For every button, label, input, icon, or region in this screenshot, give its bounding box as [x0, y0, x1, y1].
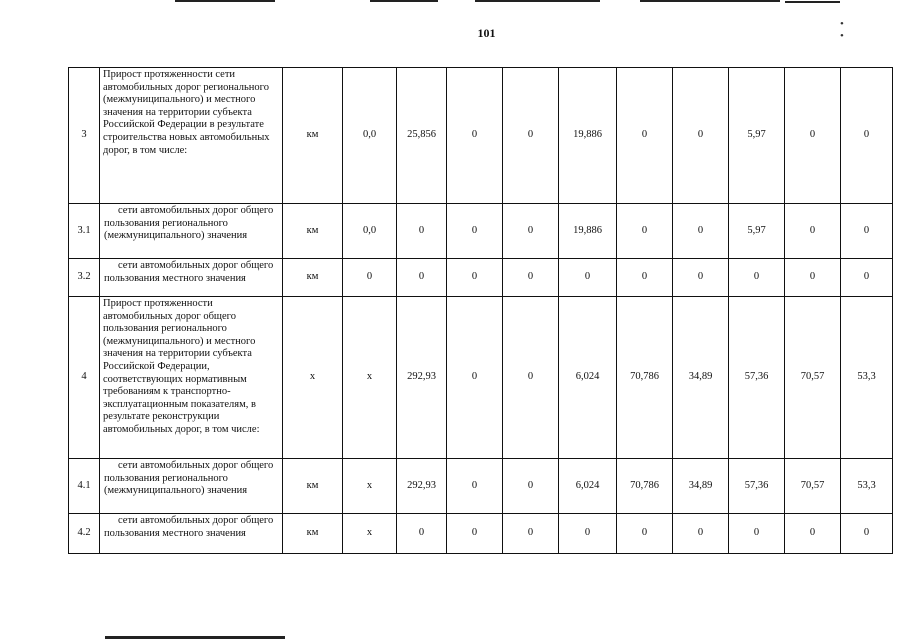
row-value: 0 — [785, 68, 841, 204]
row-indicator-name — [100, 297, 283, 459]
row-unit: км — [283, 68, 343, 204]
row-value: 0 — [397, 204, 447, 259]
row-value: 0 — [447, 68, 503, 204]
indicator-text: сети автомобильных дорог общего пользования местного значения — [104, 260, 274, 284]
row-value: 70,786 — [617, 297, 673, 459]
row-value: 0,0 — [343, 68, 397, 204]
row-value: 70,786 — [617, 459, 673, 514]
row-value: 57,36 — [729, 459, 785, 514]
indicator-text: сети автомобильных дорог общего пользования местного значения — [104, 515, 274, 539]
row-value: 0 — [841, 514, 893, 554]
row-value: 0 — [397, 514, 447, 554]
row-value: 0 — [785, 259, 841, 297]
row-value: 0 — [673, 514, 729, 554]
scan-line-top-5 — [785, 1, 840, 3]
row-value: 0 — [559, 259, 617, 297]
row-value: 0 — [503, 259, 559, 297]
scan-line-top-3 — [475, 0, 600, 2]
row-unit: х — [283, 297, 343, 459]
row-value: 0 — [503, 297, 559, 459]
row-value: 25,856 — [397, 68, 447, 204]
row-value: х — [343, 459, 397, 514]
scan-specks: • • — [840, 18, 866, 42]
row-unit: км — [283, 459, 343, 514]
row-value: 0 — [617, 68, 673, 204]
row-unit: км — [283, 259, 343, 297]
row-value: 6,024 — [559, 297, 617, 459]
row-value: 0 — [447, 514, 503, 554]
row-value: 0 — [397, 259, 447, 297]
indicator-text: сети автомобильных дорог общего пользования регионального (межмуниципального) значения — [104, 460, 274, 497]
row-value: х — [343, 297, 397, 459]
row-value: 0 — [503, 204, 559, 259]
row-value: 0 — [673, 259, 729, 297]
row-value: 0 — [503, 459, 559, 514]
row-indicator-name — [100, 514, 283, 554]
row-number: 3.2 — [69, 259, 100, 297]
row-value: 0,0 — [343, 204, 397, 259]
table-row — [69, 259, 893, 297]
row-value: 0 — [673, 68, 729, 204]
table-row — [69, 204, 893, 259]
row-indicator-name — [100, 459, 283, 514]
row-value: 292,93 — [397, 459, 447, 514]
row-value: 70,57 — [785, 297, 841, 459]
row-number: 4 — [69, 297, 100, 459]
row-value: 0 — [729, 259, 785, 297]
row-value: 5,97 — [729, 68, 785, 204]
row-value: 0 — [503, 68, 559, 204]
row-value: х — [343, 514, 397, 554]
row-indicator-name — [100, 204, 283, 259]
row-value: 0 — [447, 204, 503, 259]
page-number: 101 — [477, 26, 496, 40]
row-value: 0 — [841, 259, 893, 297]
row-value: 0 — [503, 514, 559, 554]
row-value: 19,886 — [559, 68, 617, 204]
row-value: 0 — [841, 68, 893, 204]
row-number: 4.2 — [69, 514, 100, 554]
row-number: 3 — [69, 68, 100, 204]
row-value: 0 — [785, 514, 841, 554]
scan-line-bottom — [105, 636, 285, 639]
row-value: 57,36 — [729, 297, 785, 459]
row-value: 0 — [617, 259, 673, 297]
row-value: 34,89 — [673, 297, 729, 459]
row-value: 0 — [673, 204, 729, 259]
row-unit: км — [283, 204, 343, 259]
table-row — [69, 297, 893, 459]
row-value: 0 — [785, 204, 841, 259]
row-value: 0 — [343, 259, 397, 297]
row-value: 53,3 — [841, 297, 893, 459]
data-table — [68, 67, 893, 554]
scan-line-top-2 — [370, 0, 438, 2]
table-row — [69, 68, 893, 204]
row-value: 0 — [447, 459, 503, 514]
row-value: 5,97 — [729, 204, 785, 259]
row-value: 70,57 — [785, 459, 841, 514]
row-value: 53,3 — [841, 459, 893, 514]
row-value: 0 — [841, 204, 893, 259]
row-number: 4.1 — [69, 459, 100, 514]
row-value: 34,89 — [673, 459, 729, 514]
row-indicator-name — [100, 68, 283, 204]
row-value: 0 — [729, 514, 785, 554]
indicator-text: Прирост протяженности сети автомобильных дорог регионального (межмуниципального) и местного значения на территории субъекта Российской Федерации в результате строительства новых автомобильных дорог, в том числе: — [103, 69, 270, 156]
row-unit: км — [283, 514, 343, 554]
row-value: 0 — [617, 514, 673, 554]
table-row — [69, 514, 893, 554]
indicator-text: сети автомобильных дорог общего пользования регионального (межмуниципального) значения — [104, 205, 274, 242]
row-value: 0 — [617, 204, 673, 259]
row-indicator-name — [100, 259, 283, 297]
row-value: 0 — [559, 514, 617, 554]
table-body — [69, 68, 893, 554]
row-value: 6,024 — [559, 459, 617, 514]
table-row — [69, 459, 893, 514]
row-value: 0 — [447, 259, 503, 297]
indicator-text: Прирост протяженности автомобильных дорог общего пользования регионального (межмуниципального) и местного значения на территории субъекта Российской Федерации, соответствующих нормативным требованиям к транспортно-эксплуатационным показателям, в результате реконструкции автомобильных дорог, в том числе: — [103, 298, 260, 435]
row-value: 292,93 — [397, 297, 447, 459]
scan-line-top-1 — [175, 0, 275, 2]
row-value: 0 — [447, 297, 503, 459]
scan-line-top-4 — [640, 0, 780, 2]
row-value: 19,886 — [559, 204, 617, 259]
row-number: 3.1 — [69, 204, 100, 259]
